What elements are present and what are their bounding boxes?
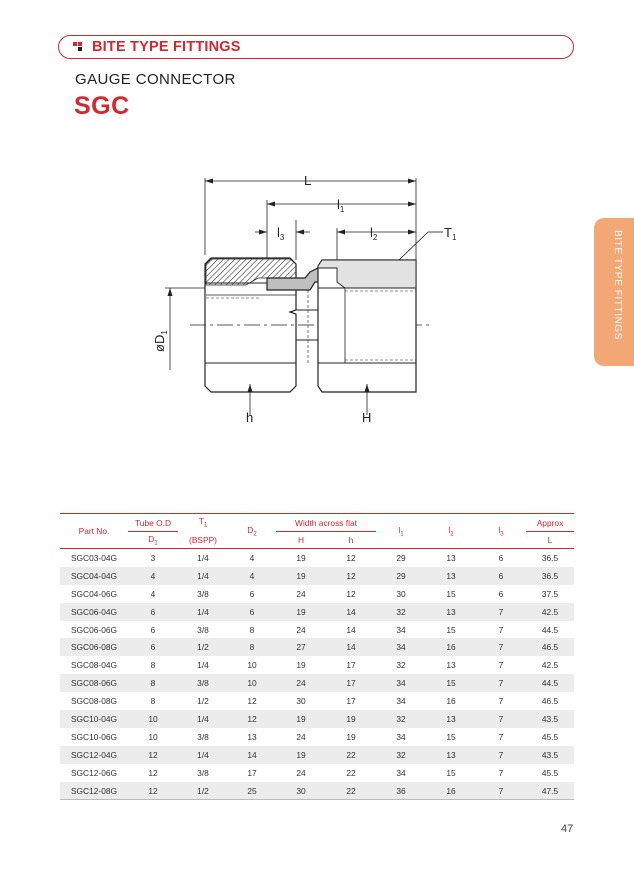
table-row: [60, 746, 574, 764]
table-cell: 6: [498, 552, 504, 563]
table-cell: 42.5: [541, 660, 559, 671]
table-cell: 1/4: [197, 660, 209, 671]
table-cell: 19: [276, 746, 326, 764]
table-cell: 45.5: [541, 767, 559, 778]
table-cell: 30: [396, 588, 406, 599]
header-t1-note: (BSPP): [189, 534, 217, 545]
table-cell: 7: [476, 782, 526, 800]
table-row: [60, 782, 574, 800]
table-row: [60, 603, 574, 621]
table-cell: 8: [150, 660, 156, 671]
spec-table-body: [60, 549, 574, 800]
table-cell: 7: [476, 603, 526, 621]
table-cell: 7: [498, 624, 504, 635]
table-cell: 37.5: [541, 588, 559, 599]
table-cell: SGC08-04G: [70, 660, 118, 671]
table-cell: 3/8: [197, 767, 209, 778]
spec-table: [60, 513, 574, 800]
header-part-no: Part No.: [78, 526, 110, 536]
table-cell: 3/8: [197, 588, 209, 599]
table-cell: 32: [376, 746, 426, 764]
table-cell: 30: [276, 782, 326, 800]
table-cell: 7: [476, 638, 526, 656]
table-cell: 34: [396, 767, 406, 778]
table-cell: SGC06-08G: [60, 638, 128, 656]
dim-label-l2: $l_2$: [370, 225, 378, 242]
dim-label-l3: $l_3$: [277, 225, 285, 242]
table-cell: 7: [498, 731, 504, 742]
table-cell: 19: [276, 603, 326, 621]
table-cell: 6: [228, 603, 276, 621]
model-code: SGC: [74, 92, 130, 120]
table-cell: 13: [426, 746, 476, 764]
table-cell: 12: [346, 552, 356, 563]
table-cell: 19: [276, 567, 326, 585]
table-cell: 19: [296, 660, 306, 671]
table-cell: 12: [128, 782, 178, 800]
table-cell: 36.5: [541, 552, 559, 563]
table-cell: 34: [376, 638, 426, 656]
table-cell: 7: [476, 674, 526, 692]
table-cell: 44.5: [526, 674, 574, 692]
table-cell: 36.5: [526, 567, 574, 585]
table-cell: 46.5: [541, 696, 559, 707]
table-cell: 12: [228, 710, 276, 728]
header-d1: $D_1$: [148, 533, 158, 547]
table-cell: 12: [247, 696, 257, 707]
table-cell: 29: [396, 552, 406, 563]
header-width-across-flat: Width across flat: [276, 514, 376, 532]
table-cell: 4: [150, 588, 156, 599]
table-cell: 19: [346, 731, 356, 742]
table-cell: SGC08-08G: [70, 696, 118, 707]
table-cell: 8: [150, 696, 156, 707]
page-number: 47: [561, 823, 574, 835]
section-header-bar: [58, 35, 574, 59]
dim-label-T1: $T_1$: [444, 225, 457, 242]
header-h: h: [348, 535, 354, 545]
table-cell: 12: [148, 767, 158, 778]
table-cell: 30: [296, 696, 306, 707]
table-cell: 24: [296, 767, 306, 778]
table-cell: 13: [426, 710, 476, 728]
table-row: [60, 710, 574, 728]
table-cell: SGC06-06G: [70, 624, 118, 635]
table-cell: 46.5: [526, 638, 574, 656]
table-cell: 7: [498, 660, 504, 671]
table-cell: 8: [249, 624, 255, 635]
table-cell: 6: [150, 624, 156, 635]
table-cell: SGC12-04G: [60, 746, 128, 764]
table-row: [60, 585, 574, 603]
table-cell: 6: [128, 638, 178, 656]
dim-label-D1: $øD_1$: [152, 330, 169, 352]
table-cell: 1/4: [178, 603, 228, 621]
table-cell: 24: [296, 731, 306, 742]
table-cell: 45.5: [541, 731, 559, 742]
table-row: [60, 764, 574, 782]
table-cell: 6: [249, 588, 255, 599]
table-row: [60, 692, 574, 710]
table-cell: 3: [150, 552, 156, 563]
table-cell: 19: [326, 710, 376, 728]
table-cell: 24: [296, 624, 306, 635]
table-cell: 1/4: [178, 710, 228, 728]
table-cell: 19: [296, 552, 306, 563]
table-cell: 15: [446, 767, 456, 778]
side-tab-label: BITE TYPE FITTINGS: [612, 230, 623, 341]
table-cell: 14: [346, 624, 356, 635]
header-l1: $l_1$: [398, 524, 404, 538]
table-cell: 4: [128, 567, 178, 585]
table-cell: 8: [228, 638, 276, 656]
table-cell: 17: [326, 674, 376, 692]
table-cell: 7: [476, 710, 526, 728]
table-cell: 34: [396, 731, 406, 742]
table-cell: 32: [376, 603, 426, 621]
table-cell: SGC03-04G: [70, 552, 118, 563]
table-cell: SGC04-04G: [60, 567, 128, 585]
table-cell: 14: [326, 638, 376, 656]
table-cell: 22: [346, 767, 356, 778]
table-cell: 36: [376, 782, 426, 800]
table-cell: 7: [476, 746, 526, 764]
table-row: [60, 567, 574, 585]
header-L: L: [547, 535, 553, 545]
table-cell: 10: [247, 660, 257, 671]
table-cell: 34: [396, 696, 406, 707]
table-cell: 34: [396, 624, 406, 635]
table-cell: 4: [228, 567, 276, 585]
table-cell: SGC12-06G: [70, 767, 118, 778]
table-cell: SGC08-06G: [60, 674, 128, 692]
table-cell: 17: [346, 660, 356, 671]
table-cell: 10: [148, 731, 158, 742]
table-cell: 16: [426, 638, 476, 656]
table-cell: 27: [276, 638, 326, 656]
section-title: BITE TYPE FITTINGS: [92, 39, 241, 55]
table-cell: 25: [228, 782, 276, 800]
table-cell: 17: [346, 696, 356, 707]
header-approx: Approx: [526, 514, 574, 532]
header-l3: $l_3$: [498, 524, 504, 538]
header-l2: $l_2$: [448, 524, 454, 538]
gauge-connector-drawing: [130, 160, 470, 435]
table-cell: SGC10-06G: [70, 731, 118, 742]
table-cell: 15: [446, 588, 456, 599]
table-cell: 43.5: [526, 710, 574, 728]
table-cell: 13: [426, 567, 476, 585]
table-cell: 1/4: [197, 552, 209, 563]
table-cell: 1/2: [178, 638, 228, 656]
table-cell: 15: [426, 674, 476, 692]
table-cell: 22: [326, 746, 376, 764]
table-cell: 1/2: [178, 782, 228, 800]
table-cell: 10: [128, 710, 178, 728]
table-cell: 29: [376, 567, 426, 585]
table-cell: 19: [276, 710, 326, 728]
header-t1: $T_1$: [198, 516, 208, 530]
table-row: [60, 674, 574, 692]
table-cell: 1/4: [178, 567, 228, 585]
table-cell: 24: [276, 674, 326, 692]
table-cell: SGC04-06G: [70, 588, 118, 599]
table-cell: 16: [446, 696, 456, 707]
table-cell: 13: [446, 660, 456, 671]
table-cell: 22: [326, 782, 376, 800]
table-row: [60, 621, 574, 639]
table-cell: 16: [426, 782, 476, 800]
table-cell: 3/8: [197, 624, 209, 635]
table-cell: 6: [498, 588, 504, 599]
table-cell: 13: [247, 731, 257, 742]
table-cell: 1/2: [197, 696, 209, 707]
table-cell: 14: [326, 603, 376, 621]
header-H: H: [297, 535, 305, 545]
table-cell: 32: [396, 660, 406, 671]
table-cell: 17: [247, 767, 257, 778]
table-cell: 42.5: [526, 603, 574, 621]
dim-label-h: h: [246, 410, 254, 425]
table-cell: 12: [128, 746, 178, 764]
table-cell: 10: [228, 674, 276, 692]
table-cell: SGC10-04G: [60, 710, 128, 728]
table-row: [60, 549, 574, 567]
table-cell: 34: [376, 674, 426, 692]
table-cell: 43.5: [526, 746, 574, 764]
dim-label-L: L: [304, 173, 312, 188]
table-cell: 12: [326, 567, 376, 585]
table-cell: 44.5: [541, 624, 559, 635]
table-cell: 15: [446, 731, 456, 742]
table-cell: 14: [228, 746, 276, 764]
table-cell: 7: [498, 696, 504, 707]
table-cell: SGC06-04G: [60, 603, 128, 621]
table-row: [60, 728, 574, 746]
table-cell: 6: [128, 603, 178, 621]
red-square-blocks-icon: [73, 42, 83, 52]
dim-label-l1: $l_1$: [337, 197, 345, 214]
table-cell: 1/4: [178, 746, 228, 764]
table-cell: 13: [446, 552, 456, 563]
table-cell: 24: [296, 588, 306, 599]
header-d2: $D_2$: [247, 524, 257, 538]
table-row: [60, 638, 574, 656]
table-cell: 6: [476, 567, 526, 585]
table-cell: 32: [376, 710, 426, 728]
table-cell: 7: [498, 767, 504, 778]
table-cell: 8: [128, 674, 178, 692]
table-cell: SGC12-08G: [60, 782, 128, 800]
product-subtitle: GAUGE CONNECTOR: [75, 71, 236, 88]
table-cell: 3/8: [178, 674, 228, 692]
table-cell: 12: [346, 588, 356, 599]
table-cell: 15: [446, 624, 456, 635]
table-cell: 13: [426, 603, 476, 621]
table-row: [60, 656, 574, 674]
table-cell: 4: [249, 552, 255, 563]
header-tube-od: Tube O.D: [128, 514, 178, 532]
table-cell: 3/8: [197, 731, 209, 742]
dim-label-H: H: [362, 410, 372, 425]
table-cell: 47.5: [526, 782, 574, 800]
